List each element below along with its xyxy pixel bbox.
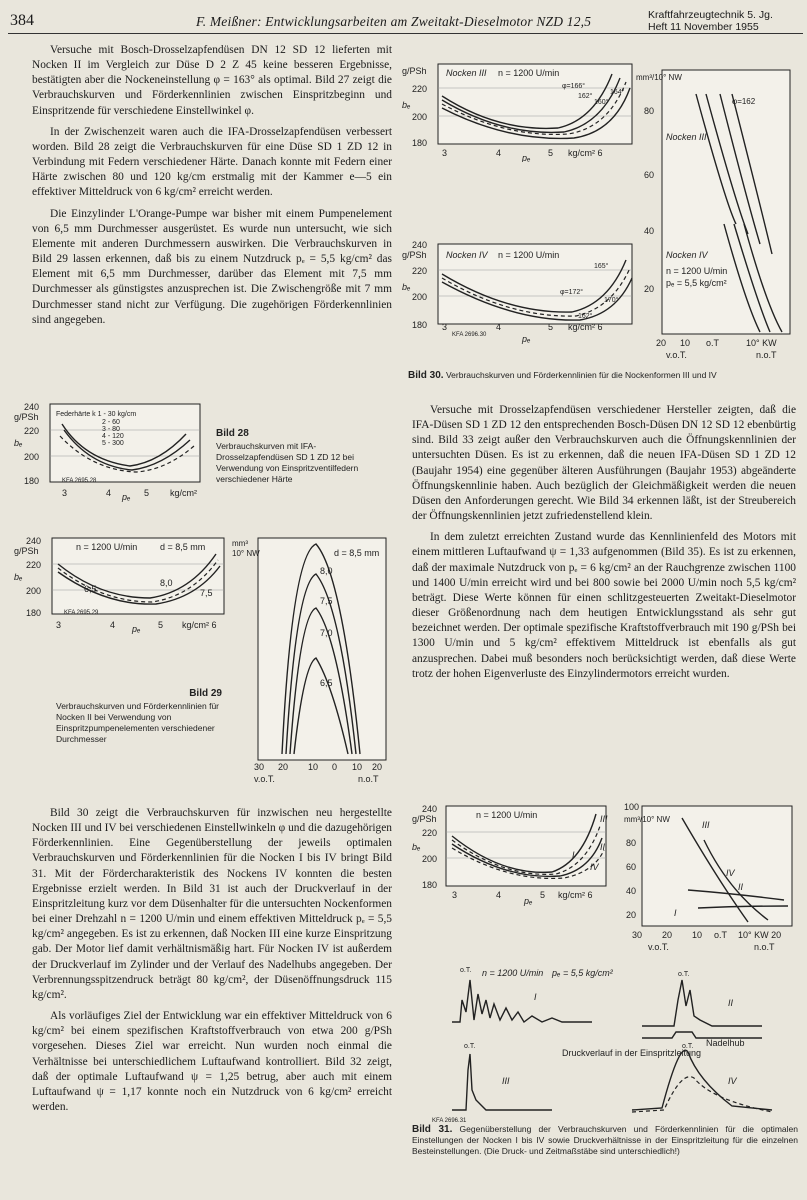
y-tick: 80	[626, 838, 637, 848]
x-tick: 3	[56, 620, 62, 630]
nadelhub-label: Nadelhub	[706, 1038, 745, 1048]
y-tick: 180	[412, 320, 428, 330]
curve-label: 6,5	[320, 678, 333, 688]
curve-label: 160°	[594, 99, 609, 106]
x-tick: 30	[632, 930, 643, 940]
trace-nocken-IV	[632, 1050, 772, 1110]
figure-bild-30-delivery	[636, 64, 796, 364]
y-unit: mm³/10° NW	[624, 815, 670, 824]
trace-label: III	[502, 1076, 510, 1086]
journal-info	[648, 9, 773, 33]
trace-nocken-I	[452, 980, 592, 1022]
y-tick: 220	[26, 560, 42, 570]
paragraph: In der Zwischenzeit waren auch die IFA-Drosselzapfendüsen verbessert worden. Bild 28 zeigt die Verbrauchskurven für eine Düse SD 1 ZD 12 in Verbindung mit Federn verschiedener Härte. Danach konnte mit Federn einer Härte zwischen 80 und 120 kg/cm erstmalig mit der Kammer e—5 ein effektiver Mitteldruck von 6 kg/cm² erreicht werden.	[32, 125, 392, 199]
y-tick: 200	[412, 112, 428, 122]
y-tick: 200	[422, 854, 438, 864]
x-label-not: n.o.T	[358, 774, 379, 784]
x-unit: kg/cm²	[170, 488, 197, 498]
y-tick: 220	[422, 828, 438, 838]
marker-ot: o.T.	[464, 1043, 476, 1050]
curve-label: 7,0	[320, 628, 333, 638]
trace-label: IV	[728, 1076, 737, 1086]
caption-title: Bild 30.	[408, 370, 444, 381]
y-tick: 180	[26, 608, 42, 618]
x-tick: 3	[442, 322, 448, 332]
y-tick: 200	[24, 452, 40, 462]
right-column	[412, 403, 796, 688]
x-tick: 5	[540, 890, 546, 900]
trace-nocken-II	[642, 980, 762, 1026]
figure-title: Nocken III	[446, 68, 487, 78]
running-title: F. Meißner: Entwicklungsarbeiten am Zweitakt-Dieselmotor NZD 12,5	[196, 14, 592, 29]
x-label-vot: v.o.T.	[666, 350, 687, 360]
page-header	[0, 0, 807, 34]
druckverlauf-text: Druckverlauf in der Einspritzleitung	[562, 1048, 702, 1058]
x-label: pₑ	[524, 896, 533, 906]
curve-label: 8,0	[320, 566, 333, 576]
figure-title: Nocken IV	[446, 250, 488, 260]
x-unit: kg/cm² 6	[568, 322, 603, 332]
condition-label: pₑ = 5,5 kg/cm²	[552, 968, 613, 978]
paragraph: Die Einzylinder L'Orange-Pumpe war bisher mit einem Pumpenelement von 6,5 mm Durchmesser ausgerüstet. Es wurde nun untersucht, wie sich Elemente mit anderen Durchmessern auswirken. Die Verbrauchskurven in Bild 29 lassen erkennen, daß bis zu einem Nutzdruck pₑ = 5,5 kg/cm² das Element mit 6,5 mm Durchmesser, darüber das Element mit 7,5 mm Durchmesser als günstigstes anzusprechen ist. Die Zwischengröße mit 7 mm Durchmesser stand nicht zur Verfügung. Die zugehörigen Förderkennlinien sind angegeben.	[32, 207, 392, 326]
figure-stamp: KFA 2695.29	[64, 610, 99, 616]
caption-bild-28	[216, 428, 391, 485]
y-tick: 100	[624, 802, 640, 812]
marker-ot: o.T.	[678, 971, 690, 978]
diameter-label: d = 8,5 mm	[160, 542, 206, 552]
y-tick: 240	[422, 804, 438, 814]
figure-bild-29-delivery	[232, 534, 392, 784]
y-unit: mm³	[232, 539, 248, 548]
x-tick: 10	[352, 762, 363, 772]
legend-k2: 2 - 60	[102, 419, 120, 426]
trace-cylinder-IV	[632, 1077, 772, 1112]
condition-label: n = 1200 U/min	[498, 68, 560, 78]
figure-bild-31-delivery	[618, 800, 798, 956]
curve-label: 8,0	[160, 578, 173, 588]
condition-label: n = 1200 U/min	[482, 968, 544, 978]
caption-text: Gegenüberstellung der Verbrauchskurven und Förderkennlinien für die optimalen Einstellungen der Nocken I bis IV sowie Druckverhältnisse in der Einspritzleitung für die einzelnen Besteinstellungen. (Die Druck- und Zeitmaßstäbe sind unterschiedlich!)	[412, 1124, 798, 1156]
paragraph: Als vorläufiges Ziel der Entwicklung war ein effektiver Mitteldruck von 6 kg/cm² bei einem spezifischen Kraftstoffverbrauch von etwa 200 g/PSh vorgesehen. Dieses Ziel war erreicht. Nun wurden noch einmal die Verhältnisse bei unterschiedlichem Luftaufwand kontrolliert. Bild 32 zeigt, daß der optimale Luftaufwand ψ = 1,25 betrug, aber auch mit einem Luftaufwand ψ = 1,17 konnte noch ein Nutzdruck von 6 kg/cm² erreicht werden.	[32, 1010, 392, 1113]
caption-title: Bild 29	[189, 688, 222, 699]
paragraph: Versuche mit Bosch-Drosselzapfendüsen DN 12 SD 12 lieferten mit Nocken II im Vergleich zur Düse D 2 Z 45 keine besseren Ergebnisse, bestätigten aber die Nockeneinstellung φ = 163° als optimal. Bild 27 zeigt die Verbrauchskurven und Förderkennlinien zwischen Einspritzbeginn und Einspritzende für verschiedene Einstellwinkel φ.	[32, 44, 392, 117]
paragraph: Bild 30 zeigt die Verbrauchskurven für inzwischen neu hergestellte Nocken III und IV bei verschiedenen Einstellwinkeln φ und die dazugehörigen Förderkennlinien. Eine Gegenüberstellung der jeweils optimalen Verbrauchskurven und Förderkennlinien für die Nocken I bis IV bringt Bild 31. Mit der Fördercharakteristik des Nockens IV konnten die besten Ergebnisse erzielt werden. In Bild 31 ist auch der Druckverlauf in der Einspritzleitung kurz vor dem Düsenhalter für die untersuchten Nockenformen bei einer Drehzahl n = 1200 U/min und einem effektiven Mitteldruck pₑ = 5,5 kg/cm² angegeben. Es ist zu erkennen, daß Nocken III eine kurze Einspritzung gab. Der Motor lief damit verhältnismäßig hart. Für Nocken IV ist außerdem der Druckverlauf im Zylinder und der Verlauf des Nadelhubs angegeben. Der Verbrennungsspitzendruck beträgt 80 kg/cm², der Düsenöffnungsdruck 115 kg/cm².	[32, 807, 392, 1001]
x-label-not: n.o.T	[754, 942, 775, 952]
y-tick: 20	[644, 284, 655, 294]
curve-label: IV	[590, 862, 599, 872]
x-tick: 4	[496, 148, 502, 158]
y-label: bₑ	[14, 572, 23, 582]
header-rule	[8, 33, 803, 34]
y-tick: 200	[412, 292, 428, 302]
y-tick: 220	[24, 426, 40, 436]
x-unit: 10° KW 20	[738, 930, 782, 940]
x-tick: 3	[452, 890, 458, 900]
condition-label: n = 1200 U/min	[476, 810, 538, 820]
x-tick: 4	[496, 890, 502, 900]
legend-k5: 5 - 300	[102, 440, 124, 447]
caption-text: Verbrauchskurven mit IFA-Drosselzapfendüsen SD 1 ZD 12 bei Verwendung von Einspritzventilfedern verschiedener Härte	[216, 441, 359, 484]
y-tick: 220	[412, 266, 428, 276]
condition-label: n = 1200 U/min	[498, 250, 560, 260]
x-label: pₑ	[132, 624, 141, 634]
caption-text: Verbrauchskurven und Förderkennlinien für Nocken II bei Verwendung von Einspritzpumpenelementen verschiedener Durchmesser	[56, 701, 220, 744]
y-label: bₑ	[14, 438, 23, 448]
x-unit: kg/cm² 6	[568, 148, 603, 158]
curve-label: II	[738, 882, 744, 892]
y-unit: 10° NW	[232, 549, 260, 558]
x-unit: 10° KW	[746, 338, 777, 348]
y-tick: 20	[626, 910, 637, 920]
x-label-vot: v.o.T.	[254, 774, 275, 784]
y-tick: 180	[422, 880, 438, 890]
condition-label: pₑ = 5,5 kg/cm²	[666, 278, 727, 288]
curve-label: φ=166°	[562, 83, 586, 90]
x-tick: 4	[110, 620, 116, 630]
figure-title: Nocken III	[666, 132, 707, 142]
legend-k4: 4 - 120	[102, 433, 124, 440]
y-tick: 60	[626, 862, 637, 872]
page-number: 384	[10, 12, 34, 29]
curve-label: 165°	[594, 263, 609, 270]
x-tick: 20	[662, 930, 673, 940]
marker-ot: o.T.	[682, 1043, 694, 1050]
left-column-top	[32, 43, 392, 334]
x-tick: 0	[332, 762, 338, 772]
curve-label: 164°	[610, 89, 625, 96]
curve-label: I	[674, 908, 677, 918]
x-tick: 5	[548, 322, 554, 332]
caption-text: Verbrauchskurven und Förderkennlinien für die Nockenformen III und IV	[445, 370, 717, 380]
y-unit: g/PSh	[14, 546, 39, 556]
curve-label: IV	[726, 868, 735, 878]
x-tick: 10	[692, 930, 703, 940]
condition-label: n = 1200 U/min	[666, 266, 728, 276]
y-tick: 200	[26, 586, 42, 596]
curve-label: 7,5	[200, 588, 213, 598]
y-tick: 180	[24, 476, 40, 486]
y-tick: 180	[412, 138, 428, 148]
curve-label: 170°	[604, 297, 619, 304]
journal-name: Kraftfahrzeugtechnik 5. Jg.	[648, 9, 773, 21]
figure-bild-31-consumption	[412, 800, 612, 906]
x-label: pₑ	[522, 334, 531, 344]
diameter-label: d = 8,5 mm	[334, 548, 380, 558]
curve-label: III	[600, 814, 608, 824]
y-tick: 80	[644, 106, 655, 116]
figure-bild-30-nocken4	[398, 238, 638, 348]
left-column-bottom	[32, 806, 392, 1121]
x-tick: 5	[158, 620, 164, 630]
y-tick: 240	[26, 536, 42, 546]
journal-issue: Heft 11 November 1955	[648, 21, 759, 33]
curve-label: φ=162	[732, 97, 756, 106]
x-tick: 20	[656, 338, 667, 348]
y-tick: 40	[644, 226, 655, 236]
curve-label: III	[702, 820, 710, 830]
y-unit: g/PSh	[402, 66, 427, 76]
x-unit: kg/cm² 6	[558, 890, 593, 900]
figure-bild-29-consumption	[10, 532, 232, 636]
x-tick: 3	[62, 488, 68, 498]
curve-label: 7,5	[320, 596, 333, 606]
figure-stamp: KFA 2696.30	[452, 332, 487, 338]
figure-title: Nocken IV	[666, 250, 708, 260]
y-unit: g/PSh	[402, 250, 427, 260]
paragraph: Versuche mit Drosselzapfendüsen verschiedener Hersteller zeigten, daß die IFA-Düsen SD 1 ZD 12 den entsprechenden Bosch-Düsen DN 12 SD 12 ebenbürtig sind. Bild 33 zeigt außer den Verbrauchskurven auch die Öffnungskennlinien der untersuchten Düsen. Es ist zu erkennen, daß die neuen IFA-Düsen SD 1 ZD 12 (Baujahr 1954) eine gegenüber älteren Ausführungen (Baujahr 1953) abgeänderte Öffnungskennlinie haben. Auch bezüglich der Gleichmäßigkeit werden die neuen Düsen den Anforderungen gerecht. Wie Bild 34 erkennen läßt, ist der Streubereich der Öffnungskennlinien jetzt zufriedenstellend klein.	[412, 404, 796, 523]
x-tick: o.T	[714, 930, 728, 940]
curve-label: II	[600, 842, 606, 852]
curve-label: 162°	[578, 93, 593, 100]
curve-label: 6,5	[84, 584, 97, 594]
caption-bild-30	[408, 370, 796, 381]
x-tick: 10	[308, 762, 319, 772]
x-tick: 4	[106, 488, 112, 498]
x-tick: 20	[372, 762, 383, 772]
legend-federhaerte: Federhärte k 1 - 30 kg/cm	[56, 411, 137, 418]
legend-k3: 3 - 80	[102, 426, 120, 433]
y-unit: g/PSh	[14, 412, 39, 422]
y-unit: mm³/10° NW	[636, 73, 682, 82]
x-unit: kg/cm² 6	[182, 620, 217, 630]
x-tick: 4	[496, 322, 502, 332]
figure-stamp: KFA 2695.28	[62, 478, 97, 484]
x-label: pₑ	[122, 492, 131, 502]
x-label-vot: v.o.T.	[648, 942, 669, 952]
condition-label: n = 1200 U/min	[76, 542, 138, 552]
curve-label: I	[572, 850, 575, 860]
curve-label: φ=172°	[560, 289, 584, 296]
figure-stamp: KFA 2696.31	[432, 1118, 467, 1124]
figure-bild-28	[10, 400, 210, 502]
marker-ot: o.T.	[460, 967, 472, 974]
x-label: pₑ	[522, 153, 531, 162]
x-tick: 20	[278, 762, 289, 772]
y-label: bₑ	[402, 282, 411, 292]
y-tick: 40	[626, 886, 637, 896]
y-tick: 220	[412, 84, 428, 94]
y-tick: 240	[24, 402, 40, 412]
caption-title: Bild 31.	[412, 1124, 453, 1135]
x-label-not: n.o.T	[756, 350, 777, 360]
y-label: bₑ	[402, 100, 411, 110]
y-tick: 60	[644, 170, 655, 180]
x-tick: 5	[144, 488, 150, 498]
x-tick: 10	[680, 338, 691, 348]
x-tick: 5	[548, 148, 554, 158]
curve-label: 162°	[578, 313, 593, 320]
y-tick: 240	[412, 240, 428, 250]
y-unit: g/PSh	[412, 814, 437, 824]
druckverlauf-label	[562, 1048, 701, 1058]
x-tick: 30	[254, 762, 265, 772]
x-tick: o.T	[706, 338, 720, 348]
caption-bild-29	[56, 688, 226, 745]
paragraph: In dem zuletzt erreichten Zustand wurde das Kennlinienfeld des Motors mit einem mittleren Luftaufwand ψ = 1,33 aufgenommen (Bild 35). Es ist zu erkennen, daß der maximale Nutzdruck von pₑ = 6 kg/cm² an der Rauchgrenze zwischen 1100 und 1400 U/min erreicht wird und bei 800 sowie bei 2000 U/min noch 5,5 kg/cm² beträgt. Diese Werte können für einen schlitzgesteuerten Zweitakt-Dieselmotor dieser Größenordnung nach dem heutigen Entwicklungsstand als sehr gut bezeichnet werden. Der optimale spezifische Kraftstoffverbrauch mit 190 g/PSh bei 1300 U/min und 5 kg/cm² effektivem Mitteldruck ist ebenfalls als gut anzusprechen. Dabei muß besonders noch berücksichtigt werden, daß diese Werte trotz der hohen Eigenverluste des Einzylindermotors erreicht wurden.	[412, 531, 796, 680]
figure-bild-31-pressure	[432, 960, 796, 1124]
figure-bild-30-nocken3	[398, 58, 638, 162]
trace-label: II	[728, 998, 734, 1008]
y-label: bₑ	[412, 842, 421, 852]
caption-title: Bild 28	[216, 428, 249, 439]
trace-label: I	[534, 992, 537, 1002]
caption-bild-31	[412, 1124, 798, 1157]
x-tick: 3	[442, 148, 448, 158]
